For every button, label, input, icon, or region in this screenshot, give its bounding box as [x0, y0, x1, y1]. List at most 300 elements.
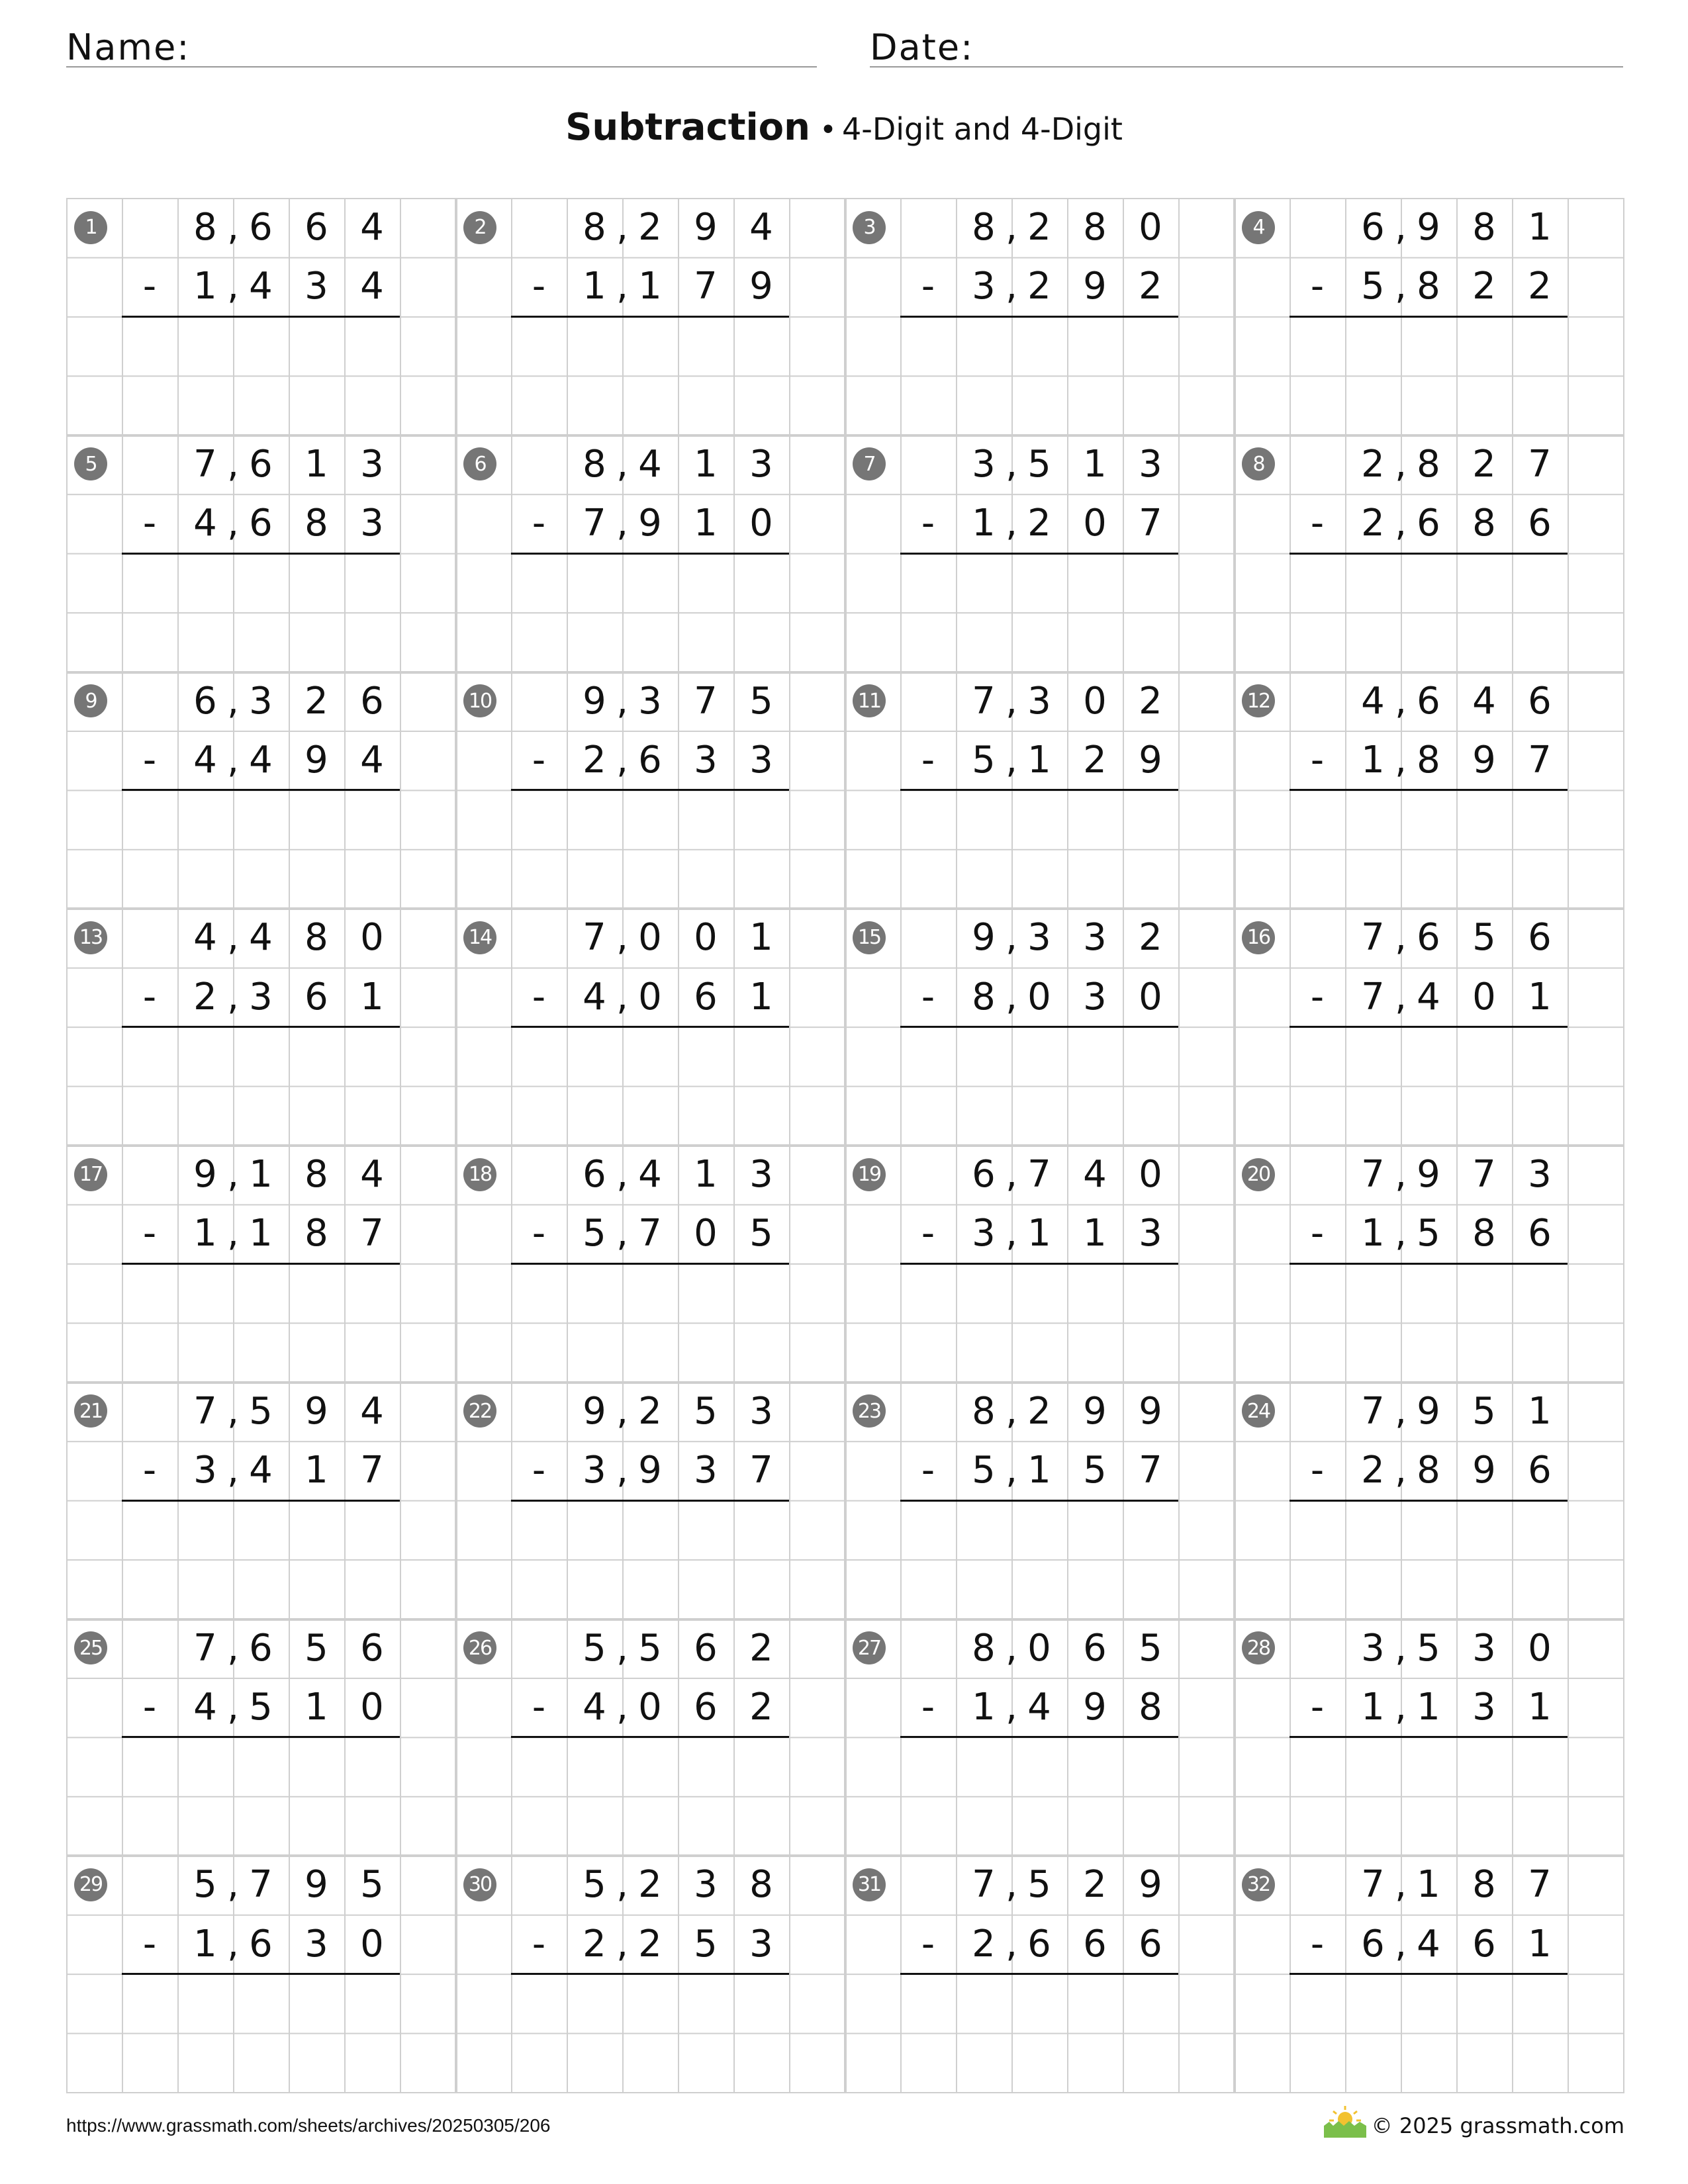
- title-main: Subtraction: [565, 106, 811, 149]
- problem-number-badge: 4: [1242, 211, 1275, 244]
- answer-area[interactable]: [900, 1026, 1234, 1145]
- answer-area[interactable]: [511, 790, 845, 908]
- minus-sign: -: [921, 502, 935, 545]
- subtrahend-digit: 0: [360, 1922, 384, 1966]
- subtrahend-digit: 4: [1417, 975, 1440, 1019]
- subtrahend-digit: 7: [1528, 738, 1552, 782]
- minuend-digit: 0: [694, 916, 718, 960]
- minuend-digit: 0: [360, 916, 384, 960]
- minuend-digit: 8: [972, 1389, 996, 1433]
- problem-number-badge: 16: [1242, 921, 1275, 954]
- minus-sign: -: [532, 1449, 546, 1492]
- minuend-digit: 5: [638, 1626, 662, 1670]
- subtrahend-digit: 5: [972, 738, 996, 782]
- minus-sign: -: [921, 738, 935, 782]
- answer-area[interactable]: [122, 1263, 455, 1382]
- subtrahend-digit: 1: [1528, 975, 1552, 1019]
- subtrahend-digit: 3: [694, 1449, 718, 1492]
- subtrahend-digit: 5: [1083, 1449, 1107, 1492]
- minuend-comma: ,: [1395, 1863, 1407, 1907]
- problem-28: [1234, 1619, 1623, 1856]
- problem-25: [66, 1619, 455, 1856]
- subtrahend-comma: ,: [1006, 1212, 1017, 1255]
- subtrahend-digit: 4: [1417, 1922, 1440, 1966]
- minuend-digit: 1: [249, 1153, 273, 1196]
- subtrahend-digit: 7: [1139, 502, 1162, 545]
- answer-area[interactable]: [511, 316, 845, 435]
- subtrahend-digit: 2: [1027, 502, 1051, 545]
- subtrahend-digit: 8: [1472, 1212, 1496, 1255]
- subtrahend-digit: 2: [1472, 265, 1496, 308]
- problem-13: [66, 908, 455, 1145]
- minuend-digit: 7: [1528, 1863, 1552, 1907]
- minuend-digit: 4: [1472, 679, 1496, 723]
- answer-area[interactable]: [900, 1974, 1234, 2092]
- subtrahend-comma: ,: [616, 1685, 628, 1729]
- subtrahend-comma: ,: [616, 502, 628, 545]
- minuend-digit: 5: [1472, 1389, 1496, 1433]
- minuend-digit: 3: [360, 442, 384, 486]
- minuend-comma: ,: [616, 206, 628, 249]
- minuend-digit: 8: [749, 1863, 773, 1907]
- minuend-digit: 9: [583, 1389, 606, 1433]
- minuend-digit: 6: [249, 442, 273, 486]
- minuend-digit: 3: [972, 442, 996, 486]
- minuend-digit: 8: [1472, 1863, 1496, 1907]
- minuend-digit: 6: [972, 1153, 996, 1196]
- subtrahend-digit: 3: [1139, 1212, 1162, 1255]
- answer-area[interactable]: [122, 553, 455, 672]
- subtrahend-comma: ,: [227, 975, 239, 1019]
- problem-number-badge: 30: [463, 1868, 496, 1901]
- problem-10: [455, 672, 845, 909]
- subtrahend-digit: 6: [1528, 1212, 1552, 1255]
- subtrahend-digit: 4: [193, 502, 217, 545]
- answer-area[interactable]: [1289, 1500, 1623, 1619]
- problem-4: [1234, 198, 1623, 435]
- minuend-digit: 9: [972, 916, 996, 960]
- subtrahend-digit: 1: [249, 1212, 273, 1255]
- minuend-digit: 2: [1083, 1863, 1107, 1907]
- minuend-comma: ,: [1395, 206, 1407, 249]
- subtrahend-digit: 2: [1027, 265, 1051, 308]
- subtrahend-digit: 4: [360, 738, 384, 782]
- subtrahend-digit: 1: [1027, 738, 1051, 782]
- subtrahend-comma: ,: [1006, 975, 1017, 1019]
- problem-number-badge: 5: [74, 447, 107, 480]
- problem-number-badge: 22: [463, 1394, 496, 1428]
- minuend-digit: 6: [1528, 679, 1552, 723]
- minuend-digit: 2: [638, 206, 662, 249]
- minuend-comma: ,: [227, 1863, 239, 1907]
- minuend-digit: 9: [694, 206, 718, 249]
- answer-area[interactable]: [1289, 1974, 1623, 2092]
- minus-sign: -: [532, 1685, 546, 1729]
- subtrahend-digit: 7: [638, 1212, 662, 1255]
- minuend-digit: 7: [1528, 442, 1552, 486]
- subtrahend-digit: 6: [1528, 1449, 1552, 1492]
- minuend-digit: 3: [1027, 679, 1051, 723]
- subtrahend-comma: ,: [227, 1449, 239, 1492]
- subtrahend-digit: 3: [749, 738, 773, 782]
- minus-sign: -: [532, 1212, 546, 1255]
- minuend-digit: 3: [1139, 442, 1162, 486]
- subtrahend-comma: ,: [616, 975, 628, 1019]
- minuend-digit: 5: [1417, 1626, 1440, 1670]
- subtrahend-digit: 1: [749, 975, 773, 1019]
- answer-area[interactable]: [122, 1026, 455, 1145]
- answer-area[interactable]: [900, 316, 1234, 435]
- subtrahend-comma: ,: [1006, 1449, 1017, 1492]
- minuend-digit: 3: [1027, 916, 1051, 960]
- footer-url[interactable]: https://www.grassmath.com/sheets/archives/20250305/206: [66, 2115, 551, 2136]
- subtrahend-digit: 8: [972, 975, 996, 1019]
- problem-number-badge: 9: [74, 684, 107, 717]
- subtrahend-digit: 7: [360, 1212, 384, 1255]
- answer-area[interactable]: [511, 553, 845, 672]
- subtrahend-digit: 3: [1472, 1685, 1496, 1729]
- minuend-digit: 8: [305, 916, 328, 960]
- minuend-digit: 0: [1528, 1626, 1552, 1670]
- problem-number-badge: 15: [853, 921, 886, 954]
- subtrahend-digit: 6: [305, 975, 328, 1019]
- subtrahend-digit: 3: [305, 1922, 328, 1966]
- subtrahend-digit: 3: [972, 265, 996, 308]
- minuend-digit: 1: [305, 442, 328, 486]
- minuend-digit: 7: [972, 679, 996, 723]
- problem-number-badge: 6: [463, 447, 496, 480]
- minuend-comma: ,: [227, 206, 239, 249]
- minuend-digit: 2: [1361, 442, 1385, 486]
- minuend-comma: ,: [227, 916, 239, 960]
- minus-sign: -: [532, 502, 546, 545]
- problem-3: [845, 198, 1234, 435]
- minuend-digit: 3: [749, 442, 773, 486]
- minuend-comma: ,: [227, 1626, 239, 1670]
- problem-27: [845, 1619, 1234, 1856]
- minuend-digit: 5: [305, 1626, 328, 1670]
- problem-32: [1234, 1855, 1623, 2092]
- minus-sign: -: [532, 738, 546, 782]
- subtrahend-digit: 0: [1139, 975, 1162, 1019]
- subtrahend-digit: 1: [972, 1685, 996, 1729]
- problem-number-badge: 32: [1242, 1868, 1275, 1901]
- minuend-digit: 1: [1528, 1389, 1552, 1433]
- date-label: Date:: [870, 26, 974, 68]
- minuend-digit: 6: [360, 679, 384, 723]
- problem-number-badge: 17: [74, 1158, 107, 1191]
- minuend-digit: 5: [583, 1626, 606, 1670]
- subtrahend-digit: 0: [694, 1212, 718, 1255]
- name-label: Name:: [66, 26, 191, 68]
- minuend-digit: 5: [694, 1389, 718, 1433]
- subtrahend-digit: 0: [1083, 502, 1107, 545]
- subtrahend-comma: ,: [227, 1922, 239, 1966]
- minuend-digit: 7: [249, 1863, 273, 1907]
- answer-area[interactable]: [511, 1263, 845, 1382]
- minuend-digit: 9: [1139, 1389, 1162, 1433]
- problem-number-badge: 23: [853, 1394, 886, 1428]
- subtrahend-comma: ,: [616, 1922, 628, 1966]
- minuend-digit: 5: [249, 1389, 273, 1433]
- problem-26: [455, 1619, 845, 1856]
- minuend-digit: 2: [305, 679, 328, 723]
- answer-area[interactable]: [900, 1500, 1234, 1619]
- minuend-digit: 6: [193, 679, 217, 723]
- minuend-digit: 1: [1417, 1863, 1440, 1907]
- problem-17: [66, 1145, 455, 1382]
- minuend-digit: 3: [749, 1389, 773, 1433]
- minuend-digit: 8: [1472, 206, 1496, 249]
- subtrahend-digit: 4: [249, 738, 273, 782]
- subtrahend-digit: 7: [694, 265, 718, 308]
- answer-area[interactable]: [900, 1737, 1234, 1855]
- subtrahend-comma: ,: [1395, 975, 1407, 1019]
- minuend-digit: 8: [1417, 442, 1440, 486]
- problem-number-badge: 2: [463, 211, 496, 244]
- minuend-digit: 7: [193, 1389, 217, 1433]
- minus-sign: -: [142, 1922, 157, 1966]
- answer-area[interactable]: [1289, 316, 1623, 435]
- subtrahend-digit: 3: [583, 1449, 606, 1492]
- answer-area[interactable]: [511, 1500, 845, 1619]
- problem-15: [845, 908, 1234, 1145]
- subtrahend-digit: 9: [1472, 738, 1496, 782]
- minuend-digit: 9: [1417, 1153, 1440, 1196]
- minuend-digit: 8: [972, 206, 996, 249]
- minuend-comma: ,: [1006, 1626, 1017, 1670]
- minus-sign: -: [1310, 265, 1325, 308]
- subtrahend-digit: 3: [749, 1922, 773, 1966]
- minuend-digit: 4: [193, 916, 217, 960]
- subtrahend-digit: 1: [305, 1449, 328, 1492]
- answer-area[interactable]: [122, 316, 455, 435]
- minuend-digit: 7: [1361, 1389, 1385, 1433]
- minuend-digit: 6: [305, 206, 328, 249]
- subtrahend-digit: 3: [249, 975, 273, 1019]
- minuend-comma: ,: [1006, 1389, 1017, 1433]
- minuend-comma: ,: [616, 1626, 628, 1670]
- minuend-digit: 5: [1139, 1626, 1162, 1670]
- minuend-digit: 3: [1083, 916, 1107, 960]
- name-line[interactable]: [66, 66, 817, 68]
- minus-sign: -: [142, 265, 157, 308]
- subtrahend-comma: ,: [1006, 1685, 1017, 1729]
- subtrahend-digit: 5: [972, 1449, 996, 1492]
- subtrahend-digit: 5: [1361, 265, 1385, 308]
- minuend-digit: 5: [1472, 916, 1496, 960]
- minuend-digit: 6: [1361, 206, 1385, 249]
- subtrahend-comma: ,: [616, 265, 628, 308]
- footer-copyright: © 2025 grassmath.com: [1371, 2113, 1624, 2138]
- minuend-comma: ,: [616, 679, 628, 723]
- minuend-comma: ,: [616, 442, 628, 486]
- answer-area[interactable]: [122, 1737, 455, 1855]
- problem-31: [845, 1855, 1234, 2092]
- answer-area[interactable]: [1289, 1737, 1623, 1855]
- minuend-digit: 7: [1361, 916, 1385, 960]
- minuend-comma: ,: [1006, 916, 1017, 960]
- subtrahend-digit: 6: [1083, 1922, 1107, 1966]
- subtrahend-digit: 6: [694, 1685, 718, 1729]
- minus-sign: -: [1310, 975, 1325, 1019]
- answer-area[interactable]: [900, 790, 1234, 908]
- subtrahend-digit: 4: [583, 975, 606, 1019]
- subtrahend-digit: 3: [360, 502, 384, 545]
- minuend-comma: ,: [227, 679, 239, 723]
- problem-12: [1234, 672, 1623, 909]
- subtrahend-digit: 9: [638, 1449, 662, 1492]
- minus-sign: -: [142, 738, 157, 782]
- minuend-digit: 5: [193, 1863, 217, 1907]
- answer-area[interactable]: [900, 553, 1234, 672]
- answer-area[interactable]: [122, 790, 455, 908]
- minuend-digit: 2: [638, 1389, 662, 1433]
- problem-number-badge: 29: [74, 1868, 107, 1901]
- minuend-digit: 8: [583, 206, 606, 249]
- minus-sign: -: [921, 1685, 935, 1729]
- minuend-digit: 7: [193, 1626, 217, 1670]
- answer-area[interactable]: [1289, 1026, 1623, 1145]
- minuend-digit: 4: [360, 1389, 384, 1433]
- answer-area[interactable]: [122, 1974, 455, 2092]
- minuend-digit: 8: [193, 206, 217, 249]
- subtrahend-digit: 6: [249, 502, 273, 545]
- minuend-digit: 9: [305, 1389, 328, 1433]
- answer-area[interactable]: [511, 1737, 845, 1855]
- problem-21: [66, 1382, 455, 1619]
- answer-area[interactable]: [511, 1974, 845, 2092]
- subtrahend-digit: 3: [1083, 975, 1107, 1019]
- subtrahend-comma: ,: [1395, 1212, 1407, 1255]
- worksheet-grid: [66, 198, 1624, 2093]
- problem-11: [845, 672, 1234, 909]
- problem-number-badge: 24: [1242, 1394, 1275, 1428]
- problem-number-badge: 13: [74, 921, 107, 954]
- subtrahend-comma: ,: [227, 1685, 239, 1729]
- minuend-digit: 3: [1528, 1153, 1552, 1196]
- subtrahend-digit: 7: [583, 502, 606, 545]
- answer-area[interactable]: [900, 1263, 1234, 1382]
- subtrahend-digit: 9: [749, 265, 773, 308]
- subtrahend-digit: 4: [249, 265, 273, 308]
- minus-sign: -: [142, 1449, 157, 1492]
- subtrahend-comma: ,: [616, 1449, 628, 1492]
- problem-number-badge: 28: [1242, 1631, 1275, 1664]
- answer-area[interactable]: [1289, 790, 1623, 908]
- subtrahend-digit: 8: [1417, 1449, 1440, 1492]
- subtrahend-digit: 1: [972, 502, 996, 545]
- subtrahend-digit: 1: [1361, 1212, 1385, 1255]
- minus-sign: -: [1310, 1685, 1325, 1729]
- subtrahend-digit: 5: [694, 1922, 718, 1966]
- date-line[interactable]: [870, 66, 1623, 68]
- subtrahend-digit: 6: [1361, 1922, 1385, 1966]
- minus-sign: -: [1310, 502, 1325, 545]
- problem-2: [455, 198, 845, 435]
- problem-number-badge: 18: [463, 1158, 496, 1191]
- minuend-digit: 6: [1528, 916, 1552, 960]
- subtrahend-digit: 3: [305, 265, 328, 308]
- minuend-digit: 2: [1472, 442, 1496, 486]
- subtrahend-digit: 4: [1027, 1685, 1051, 1729]
- problem-1: [66, 198, 455, 435]
- minuend-digit: 7: [193, 442, 217, 486]
- problem-number-badge: 20: [1242, 1158, 1275, 1191]
- subtrahend-comma: ,: [1395, 1449, 1407, 1492]
- subtrahend-digit: 2: [1361, 502, 1385, 545]
- problem-18: [455, 1145, 845, 1382]
- subtrahend-comma: ,: [1395, 1922, 1407, 1966]
- problem-number-badge: 21: [74, 1394, 107, 1428]
- minuend-digit: 1: [694, 1153, 718, 1196]
- title-separator: •: [820, 113, 837, 147]
- minuend-comma: ,: [1006, 1153, 1017, 1196]
- subtrahend-digit: 2: [638, 1922, 662, 1966]
- problem-24: [1234, 1382, 1623, 1619]
- subtrahend-digit: 1: [1361, 1685, 1385, 1729]
- problem-5: [66, 435, 455, 672]
- minuend-digit: 0: [1083, 679, 1107, 723]
- minuend-digit: 6: [1417, 916, 1440, 960]
- subtrahend-digit: 6: [249, 1922, 273, 1966]
- subtrahend-comma: ,: [227, 265, 239, 308]
- subtrahend-digit: 9: [1083, 265, 1107, 308]
- minuend-digit: 6: [583, 1153, 606, 1196]
- grass-sun-logo-icon: [1324, 2103, 1366, 2138]
- subtrahend-digit: 2: [1083, 738, 1107, 782]
- minuend-digit: 9: [1417, 1389, 1440, 1433]
- problem-9: [66, 672, 455, 909]
- subtrahend-digit: 6: [1472, 1922, 1496, 1966]
- minuend-digit: 2: [1027, 206, 1051, 249]
- answer-area[interactable]: [1289, 553, 1623, 672]
- minuend-digit: 5: [360, 1863, 384, 1907]
- answer-area[interactable]: [1289, 1263, 1623, 1382]
- minus-sign: -: [142, 975, 157, 1019]
- subtrahend-digit: 8: [305, 1212, 328, 1255]
- minuend-digit: 0: [1027, 1626, 1051, 1670]
- subtrahend-digit: 3: [972, 1212, 996, 1255]
- minus-sign: -: [1310, 1212, 1325, 1255]
- problem-number-badge: 8: [1242, 447, 1275, 480]
- minus-sign: -: [1310, 1449, 1325, 1492]
- minus-sign: -: [532, 975, 546, 1019]
- subtrahend-digit: 9: [638, 502, 662, 545]
- answer-area[interactable]: [122, 1500, 455, 1619]
- minuend-comma: ,: [1006, 679, 1017, 723]
- minus-sign: -: [1310, 738, 1325, 782]
- minuend-digit: 6: [249, 1626, 273, 1670]
- subtrahend-digit: 0: [638, 1685, 662, 1729]
- subtrahend-digit: 8: [1472, 502, 1496, 545]
- subtrahend-digit: 1: [360, 975, 384, 1019]
- minus-sign: -: [921, 1449, 935, 1492]
- minus-sign: -: [532, 265, 546, 308]
- title-subtitle: 4-Digit and 4-Digit: [841, 111, 1123, 147]
- subtrahend-digit: 4: [193, 1685, 217, 1729]
- problem-number-badge: 14: [463, 921, 496, 954]
- minus-sign: -: [142, 502, 157, 545]
- subtrahend-comma: ,: [1395, 738, 1407, 782]
- minuend-digit: 3: [749, 1153, 773, 1196]
- problem-8: [1234, 435, 1623, 672]
- subtrahend-digit: 7: [1361, 975, 1385, 1019]
- subtrahend-digit: 9: [1472, 1449, 1496, 1492]
- subtrahend-digit: 6: [1528, 502, 1552, 545]
- answer-area[interactable]: [511, 1026, 845, 1145]
- minus-sign: -: [1310, 1922, 1325, 1966]
